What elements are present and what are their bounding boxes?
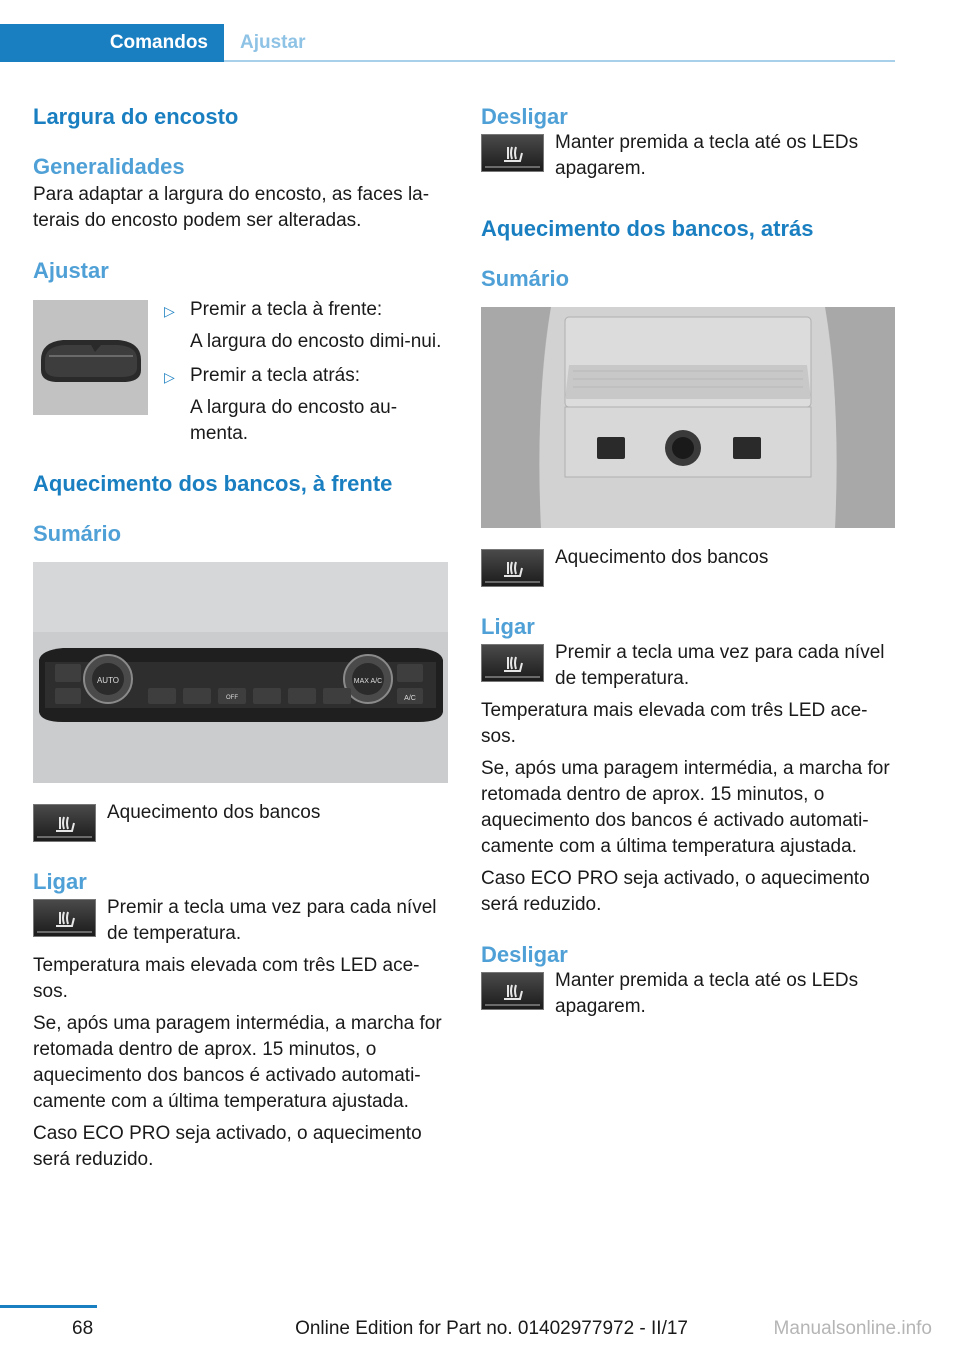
bullet-backward-title: Premir a tecla atrás: [190, 365, 360, 386]
rear-p1: Temperatura mais elevada com três LED ace‐sos. [481, 700, 868, 747]
bullet-backward [164, 363, 448, 447]
bullet-forward [164, 297, 448, 355]
heating-rear-heading: Aquecimento dos bancos, atrás [481, 216, 814, 241]
desligar-rear-heading: Desligar [481, 942, 568, 967]
rear-desligar-text: Manter premida a tecla até os LEDs apagarem. [555, 970, 859, 1017]
off-label: OFF [226, 695, 238, 701]
largura-heading: Largura do encosto [33, 104, 239, 129]
triangle-bullet-icon: ▷ [164, 369, 175, 385]
front-climate-panel-image [33, 562, 448, 783]
front-ligar-row [33, 895, 448, 947]
right-column [481, 100, 895, 1020]
rear-p3: Caso ECO PRO seja activado, o aquecimento será reduzido. [481, 868, 870, 915]
bullet-forward-title: Premir a tecla à frente: [190, 299, 383, 320]
footer-accent-line [0, 1305, 97, 1308]
ajustar-heading: Ajustar [33, 258, 109, 283]
rear-key-caption: Aquecimento dos bancos [555, 547, 769, 568]
front-seat-heating-key-row [33, 800, 448, 842]
watermark-text: Manualsonline.info [773, 1318, 932, 1339]
left-column [33, 100, 448, 1173]
tab-ajustar[interactable]: Ajustar [240, 32, 306, 53]
sumario-front-heading: Sumário [33, 521, 122, 546]
rear-console-image [481, 307, 895, 528]
front-desligar-text: Manter premida a tecla até os LEDs apagarem. [555, 132, 859, 179]
rocker-switch-icon [33, 300, 148, 415]
front-key-caption: Aquecimento dos bancos [107, 802, 321, 823]
bullet-forward-text: A largura do encosto dimi‐nui. [190, 331, 442, 352]
rear-console-illustration [481, 307, 895, 528]
bullet-backward-text: A largura do encosto au‐menta. [190, 397, 398, 444]
rear-seat-heating-key-row [481, 545, 895, 587]
sumario-rear-heading: Sumário [481, 266, 570, 291]
front-p2: Se, após uma paragem intermédia, a marcha for retomada dentro de aprox. 15 minutos, o aquecimento dos bancos é activado automati‐camente com a última temperatura ajustada. [33, 1013, 442, 1112]
max-ac-label: MAX A/C [353, 678, 383, 685]
auto-label: AUTO [96, 676, 120, 685]
seat-heating-icon [481, 644, 544, 682]
rear-p2: Se, após uma paragem intermédia, a marcha for retomada dentro de aprox. 15 minutos, o aquecimento dos bancos é activado automati‐camente com a última temperatura ajustada. [481, 758, 890, 857]
generalidades-text: Para adaptar a largura do encosto, as faces la‐terais do encosto podem ser alteradas. [33, 184, 430, 231]
desligar-front-heading: Desligar [481, 104, 568, 129]
front-p1: Temperatura mais elevada com três LED ace‐sos. [33, 955, 420, 1002]
tab-comandos[interactable]: Comandos [0, 24, 224, 62]
page-number: 68 [72, 1318, 94, 1339]
ligar-front-heading: Ligar [33, 869, 87, 894]
ligar-rear-heading: Ligar [481, 614, 535, 639]
ac-label: A/C [404, 695, 416, 702]
front-ligar-text: Premir a tecla uma vez para cada nível de temperatura. [107, 897, 437, 944]
generalidades-heading: Generalidades [33, 154, 185, 179]
front-p3: Caso ECO PRO seja activado, o aquecimento será reduzido. [33, 1123, 422, 1170]
rear-ligar-text: Premir a tecla uma vez para cada nível de temperatura. [555, 642, 885, 689]
edition-text: Online Edition for Part no. 01402977972 - II/17 [295, 1318, 688, 1339]
header-tabs [0, 0, 895, 62]
backrest-switch-image [33, 300, 148, 415]
rear-desligar-row [481, 968, 895, 1020]
seat-heating-icon [33, 899, 96, 937]
front-desligar-row [481, 130, 895, 182]
rear-ligar-row [481, 640, 895, 692]
seat-heating-icon [33, 804, 96, 842]
header-divider [224, 60, 895, 62]
climate-panel-illustration [33, 562, 448, 783]
seat-heating-icon [481, 134, 544, 172]
triangle-bullet-icon: ▷ [164, 303, 175, 319]
seat-heating-icon [481, 972, 544, 1010]
heating-front-heading: Aquecimento dos bancos, à frente [33, 471, 393, 496]
seat-heating-icon [481, 549, 544, 587]
